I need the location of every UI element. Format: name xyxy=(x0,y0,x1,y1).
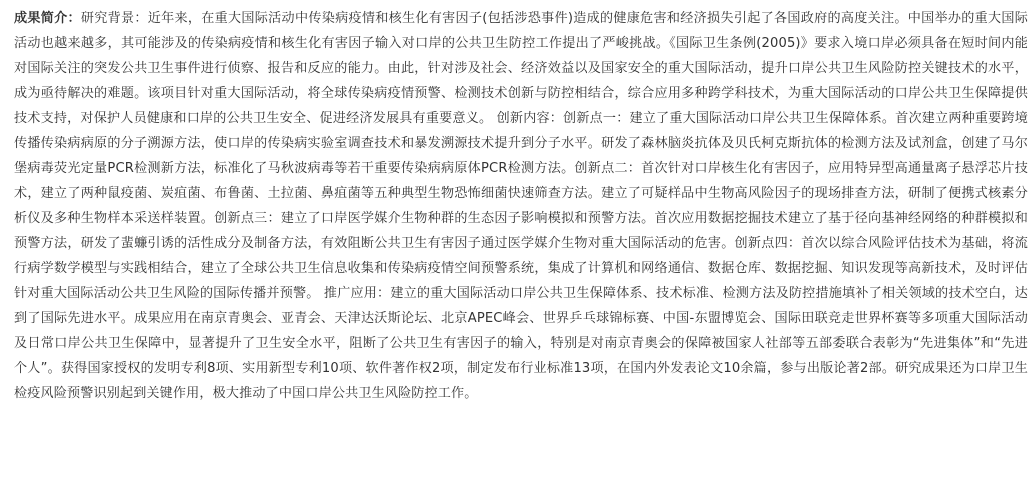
summary-text: 研究背景：近年来，在重大国际活动中传染病疫情和核生化有害因子(包括涉恐事件)造成的健康危害和经济损失引起了各国政府的高度关注。中国举办的重大国际活动也越来越多，其可能涉及的传染病疫情和核生化有害因子输入对口岸的公共卫生防控工作提出了严峻挑战。《国际卫生条例(2005)》要求入境口岸必须具备在短时间内能对国际关注的突发公共卫生事件进行侦察、报告和反应的能力。由此，针对涉及社会、经济效益以及国家安全的重大国际活动，提升口岸公共卫生风险防控关键技术的水平，成为亟待解决的难题。该项目针对重大国际活动，将全球传染病疫情预警、检测技术创新与防控相结合，综合应用多种跨学科技术，为重大国际活动的口岸公共卫生保障提供技术支持，对保护人员健康和口岸的公共卫生安全、促进经济发展具有重要意义。 创新内容：创新点一：建立了重大国际活动口岸公共卫生保障体系。首次建立两种重要跨境传播传染病病原的分子溯源方法，使口岸的传染病实验室调查技术和暴发溯源技术提升到分子水平。研发了森林脑炎抗体及贝氏柯克斯抗体的检测方法及试剂盒，创建了马尔堡病毒荧光定量PCR检测新方法，标准化了马秋波病毒等若干重要传染病病原体PCR检测方法。创新点二：首次针对口岸核生化有害因子，应用特异型高通量离子悬浮芯片技术，建立了两种鼠疫菌、炭疽菌、布鲁菌、土拉菌、鼻疽菌等五种典型生物恐怖细菌快速筛查方法。建立了可疑样品中生物高风险因子的现场排查方法，研制了便携式核素分析仪及多种生物样本采送样装置。创新点三：建立了口岸医学媒介生物种群的生态因子影响模拟和预警方法。首次应用数据挖掘技术建立了基于径向基神经网络的种群模拟和预警方法，研发了蜚蠊引诱的活性成分及制备方法，有效阻断公共卫生有害因子通过医学媒介生物对重大国际活动的危害。创新点四：首次以综合风险评估技术为基础，将流行病学数学模型与实践相结合，建立了全球公共卫生信息收集和传染病疫情空间预警系统，集成了计算机和网络通信、数据仓库、数据挖掘、知识发现等高新技术，及时评估针对重大国际活动公共卫生风险的国际传播并预警。 推广应用：建立的重大国际活动口岸公共卫生保障体系、技术标准、检测方法及防控措施填补了相关领域的技术空白，达到了国际先进水平。成果应用在南京青奥会、亚青会、天津达沃斯论坛、北京APEC峰会、世界乒乓球锦标赛、中国-东盟博览会、国际田联竞走世界杯赛等多项重大国际活动及日常口岸公共卫生保障中，显著提升了卫生安全水平，阻断了公共卫生有害因子的输入，特别是对南京青奥会的保障被国家人社部等五部委联合表彰为“先进集体”和“先进个人”。获得国家授权的发明专利8项、实用新型专利10项、软件著作权2项，制定发布行业标准13项，在国内外发表论文10余篇，参与出版论著2部。研究成果还为口岸卫生检疫风险预警识别起到关键作用，极大推动了中国口岸公共卫生风险防控工作。 xyxy=(14,11,1028,401)
summary-paragraph xyxy=(14,6,1028,406)
summary-label: 成果简介： xyxy=(14,11,81,26)
